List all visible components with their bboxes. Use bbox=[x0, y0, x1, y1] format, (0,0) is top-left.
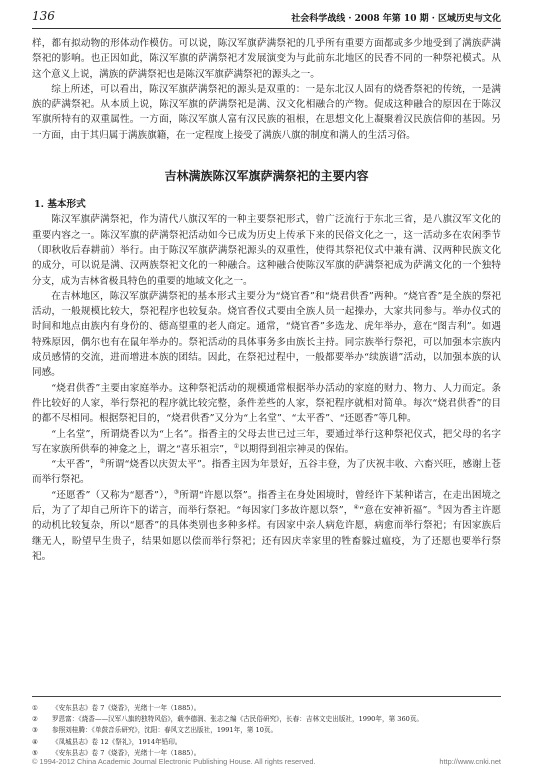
footnote-ref-2[interactable]: ② bbox=[99, 457, 106, 465]
footnote bbox=[32, 703, 501, 714]
paragraph-text: “意在安神祈福”。 bbox=[359, 505, 438, 517]
body-paragraph-6 bbox=[32, 488, 501, 564]
copyright-watermark bbox=[32, 757, 501, 766]
footnotes bbox=[32, 696, 501, 759]
section-title: 吉林满族陈汉军旗萨满祭祀的主要内容 bbox=[164, 169, 369, 184]
intro-paragraph-2: 综上所述，可以看出，陈汉军旗萨满祭祀的源头是双重的：一是东北汉人固有的烧香祭祀的传统，一是满族的萨满祭祀。从本质上说，陈汉军旗的萨满祭祀是满、汉文化相融合的产物。促成这种融合的原因在于陈汉军旗所特有的双重属性。一方面，陈汉军旗人富有汉民族的祖根，在思想文化上凝聚着汉民族信仰的基因。另一方面，由于其归属于满族旗籍，在一定程度上接受了满族八旗的制度和满人的生活习俗。 bbox=[32, 83, 501, 141]
body-paragraph-5 bbox=[32, 457, 501, 488]
footnote-number: ⑤ bbox=[32, 748, 38, 757]
footnote-ref-1[interactable]: ① bbox=[233, 442, 240, 450]
footnote-number: ② bbox=[32, 715, 38, 724]
paragraph-text: “上名堂”，所谓烧香以为“上名”。指香主的父母去世已过三年，要通过举行这种祭祀仪式，把父母的名字写在家族所供奉的神龛之上，谓之“喜乐祖宗”， bbox=[32, 428, 501, 455]
body-paragraph-1: 陈汉军旗萨满祭祀，作为清代八旗汉军的一种主要祭祀形式，曾广泛流行于东北三省，是八旗汉军文化的重要内容之一。陈汉军旗的萨满祭祀活动如今已成为历史上传承下来的民俗文化之一，这一活动多在农闲季节（即秋收后春耕前）举行。由于陈汉军旗萨满祭祀源头的双重性，使得其祭祀仪式中兼有满、汉两种民族文化的成分，可以说是满、汉两族祭祀文化的一种融合。这种融合使陈汉军旗的萨满祭祀成为萨满文化的一个独特分支，成为吉林省极具特色的重要的地域文化之一。 bbox=[32, 214, 501, 287]
paragraph-text: 以期得到祖宗神灵的保佑。 bbox=[239, 443, 355, 455]
body-paragraph-4 bbox=[32, 427, 501, 458]
footnote-ref-5[interactable]: ⑤ bbox=[437, 503, 443, 511]
body-paragraph-3: “烧君供香”主要由家庭举办。这种祭祀活动的规模通常根据举办活动的家庭的财力、物力、人力而定。条件比较好的人家，举行祭祀的程序就比较完整，条件差些的人家，祭祀程序就相对简单。每次“烧君供香”的目的都不尽相同。根据祭祀目的，“烧君供香”又分为“上名堂”、“太平香”、“还愿香”等几种。 bbox=[32, 382, 501, 425]
footnote-text: 《安东县志》卷 7《烧香》，光绪十一年（1885）。 bbox=[52, 748, 201, 757]
footnote-ref-3[interactable]: ③ bbox=[173, 488, 180, 496]
paragraph-text: “太平香”， bbox=[51, 459, 100, 471]
footnote-text: 参照刘桂腾：《单鼓音乐研究》，沈阳：春风文艺出版社，1991年，第 10页。 bbox=[52, 726, 278, 735]
footnote-text: 罗恩富：《烧香——汉军八旗的独特风俗》，载李德润、张志之编《古民俗研究》，长春：吉林文史出版社，1990年，第 360页。 bbox=[52, 715, 424, 724]
journal-title: 社会科学战线 · 2008 年第 10 期 · 区域历史与文化 bbox=[291, 14, 501, 24]
paragraph-text: 所谓“许愿以祭”。指香主在身处困境时，曾经许下某种诺言，在走出困境之后，为了了却自己所许下的诺言，而举行祭祀。“每因家门多故许愿以祭”， bbox=[32, 489, 501, 517]
intro-paragraph-1: 样，都有拟动物的形体动作模仿。可以说，陈汉军旗萨满祭祀的几乎所有重要方面都或多少地受到了满族萨满祭祀的影响。也正因如此，陈汉军旗的萨满祭祀才发展演变为与此前东北地区的民香不同的一种祭祀模式。从这个意义上说，满族的萨满祭祀也是陈汉军旗萨满祭祀的源头之一。 bbox=[32, 38, 501, 80]
copyright-text: © 1994-2012 China Academic Journal Electronic Publishing House. All rights reserved. bbox=[32, 757, 316, 766]
subsection-title: 1. 基本形式 bbox=[34, 199, 86, 211]
body-paragraph-2: 在吉林地区，陈汉军旗萨满祭祀的基本形式主要分为“烧官香”和“烧君供香”两种。“烧官香”是全族的祭祀活动，一般规模比较大，祭祀程序也较复杂。烧官香仪式要由全族人员一起操办，大家共同参与。举办仪式的时间和地点由族内有身份的、德高望重的老人商定。通常，“烧官香”多选龙、虎年举办，意在“图吉利”。如遇特殊原因，偶尔也有在鼠年举办的。祭祀活动的具体事务多由族长主持。同宗族举行祭祀，可以加强本宗族内成员感情的交流，进而增进本族的团结。因此，在祭祀过程中，一般都要举办“续族谱”活动，以加强本族的认同感。 bbox=[32, 290, 501, 379]
footnote-ref-4[interactable]: ④ bbox=[353, 503, 360, 511]
page-number: 136 bbox=[32, 9, 55, 23]
paragraph-text: 因为香主许愿的动机比较复杂，所以“愿香”的具体类别也多种多样。有因家中亲人病危许愿，病愈而举行祭祀；有因家族后继无人，盼望早生贵子，结果如愿以偿而举行祭祀；还有因庆幸家里的牲畜躲过瘟疫，为了还愿也要举行祭祀。 bbox=[32, 505, 501, 562]
footnote-number: ① bbox=[32, 704, 38, 712]
watermark-url[interactable]: http://www.cnki.net bbox=[439, 757, 501, 766]
paragraph-text: 所谓“烧香以庆贺太平”。指香主因为年景好，五谷丰登，为了庆祝丰收、六畜兴旺，感谢上苍而举行祭祀。 bbox=[32, 459, 501, 486]
paragraph-text: “还愿香”（又称为“愿香”）， bbox=[51, 489, 174, 501]
running-header bbox=[32, 6, 501, 29]
footnote-number: ④ bbox=[32, 737, 38, 746]
footnote-number: ③ bbox=[32, 726, 38, 735]
article-body bbox=[32, 36, 501, 564]
footnote bbox=[32, 737, 501, 748]
footnote-text: 《凤城县志》卷 12《祭礼》，1914年铅印。 bbox=[52, 737, 182, 746]
footnote bbox=[32, 714, 501, 725]
footnote bbox=[32, 725, 501, 736]
footnote-text: 《安东县志》卷 7《烧香》，光绪十一年（1885）。 bbox=[52, 704, 201, 712]
